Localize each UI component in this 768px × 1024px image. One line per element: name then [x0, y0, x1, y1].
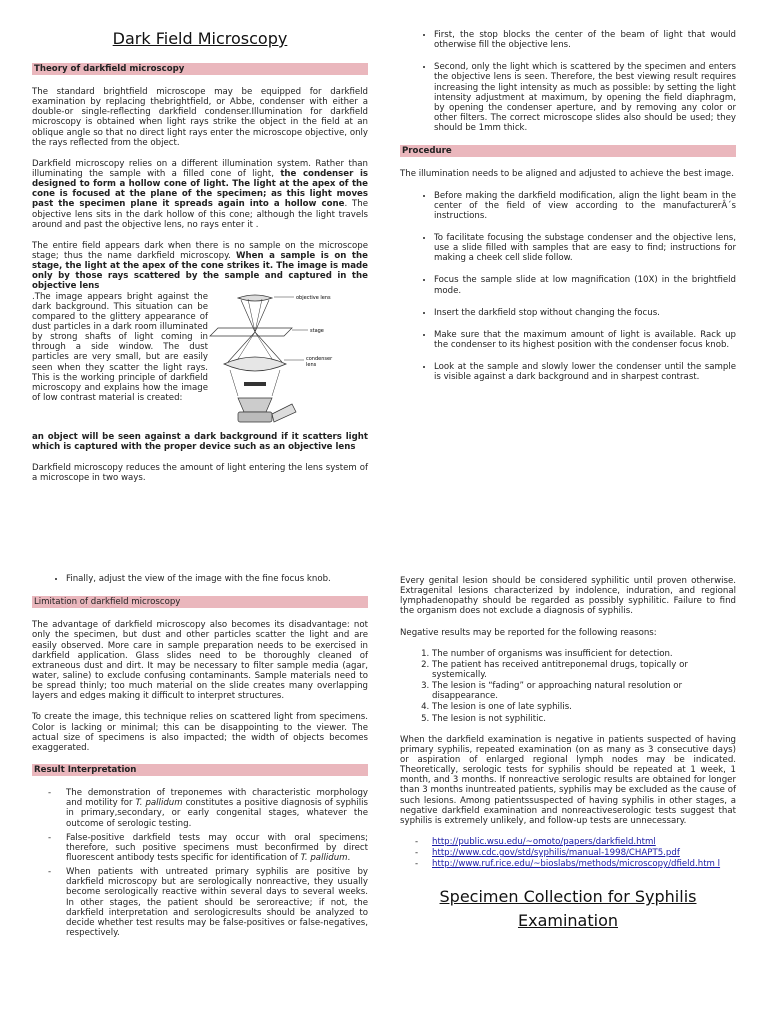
genital-paragraph-1: Every genital lesion should be considered syphilitic until proven otherwise. Extragenital lesions characterized by indolence, induration, and regional lymphadenopathy should be regarded as possibly syphilitic. Failure to find the organism does not exclude a diagnosis of syphilis.	[400, 576, 736, 617]
theory-paragraph-3-intro: The entire field appears dark when there is no sample on the microscope stage; thus the name darkfield microscopy. When a sample is on the stage, the light at the apex of the cone strikes it. The image is made only by those rays scattered by the sample and captured in the objective lens	[32, 240, 368, 292]
list-item	[432, 859, 736, 869]
figure-wrap	[32, 292, 368, 432]
label-stage: stage	[310, 327, 324, 334]
section-heading-theory: Theory of darkfield microscopy	[32, 63, 368, 75]
limitation-paragraph-2: To create the image, this technique relies on scattered light from specimens. Color is lacking or minimal; this can be disappointing to the viewer. The actual size of specimens is also impacted; the width of objects becomes exaggerated.	[32, 712, 368, 753]
page-title: Dark Field Microscopy	[112, 29, 288, 48]
reference-link-3[interactable]: http://www.ruf.rice.edu/~bioslabs/methods/microscopy/dfield.htm l	[432, 859, 721, 870]
limitation-paragraph-1: The advantage of darkfield microscopy also becomes its disadvantage: not only the specimen, but dust and other particles scatter the light and are easily observed. More care in sample preparation needs to be exercised in darkfield application. Glass slides need to be thoroughly cleaned of extraneous dust and dirt. It may be necessary to filter sample media (agar, water, saline) to exclude confusing contaminants. Sample materials need to be spread thinly; too much material on the slide creates many overlapping layers and edges making it difficult to interpret structures.	[32, 620, 368, 702]
section-heading-limitation: Limitation of darkfield microscopy	[32, 596, 368, 608]
list-item: 4. The lesion is one of late syphilis.	[432, 702, 736, 712]
ways-list	[400, 30, 736, 133]
darkfield-diagram-svg	[208, 292, 368, 432]
list-item: • Focus the sample slide at low magnification (10X) in the brightfield mode.	[434, 275, 736, 295]
column-top-right	[400, 30, 736, 394]
list-item: - The demonstration of treponemes with characteristic morphology and motility for T. pallidum constitutes a positive diagnosis of syphilis in primary,secondary, or early congenital stages, whatever the outcome of serologic testing.	[66, 788, 368, 829]
list-item: • To facilitate focusing the substage condenser and the objective lens, use a slide filled with samples that are easy to find; instructions for making a cheek cell slide follow.	[434, 233, 736, 263]
list-item: • Second, only the light which is scattered by the specimen and enters the objective lens is seen. Therefore, the best viewing result requires increasing the light intensity as much as possible: by setting the light intensity adjustment at maximum, by opening the field diaphragm, by opening the condenser aperture, and by removing any color or other filters. The correct microscope slides also should be used; they should be 1mm thick.	[434, 62, 736, 133]
list-item: - False-positive darkfield tests may occur with oral specimens; therefore, such positive specimens must beconfirmed by direct fluorescent antibody tests specific for identification of T. pallidum.	[66, 833, 368, 863]
list-item: • Before making the darkfield modification, align the light beam in the center of the field of view according to the manufacturerÂ´s instructions.	[434, 191, 736, 221]
list-item	[432, 837, 736, 847]
list-item: • First, the stop blocks the center of the beam of light that would otherwise fill the objective lens.	[434, 30, 736, 50]
list-item: 2. The patient has received antitreponemal drugs, topically or systemically.	[432, 660, 736, 680]
list-item: 1. The number of organisms was insufficient for detection.	[432, 649, 736, 659]
list-item	[432, 848, 736, 858]
reference-links	[400, 837, 736, 869]
column-bottom-left	[32, 574, 368, 942]
darkfield-diagram	[208, 292, 368, 432]
genital-paragraph-3: When the darkfield examination is negative in patients suspected of having primary syphilis, repeated examination (on as many as 3 consecutive days) or aspiration of enlarged regional lymph nodes may be indicated. Theoretically, serologic tests for syphilis should be repeated at 1 week, 1 month, and 3 months. If nonreactive serologic results are obtained for longer than 3 months inuntreated patients, syphilis may be excluded as the cause of such lesions. Among patientssuspected of having syphilis in other stages, a negative darkfield examination and nonreactiveserologic tests suggest that syphilis is extremely unlikely, and follow-up tests are unnecessary.	[400, 734, 736, 826]
list-item: 5. The lesion is not syphilitic.	[432, 714, 736, 724]
label-lens: lens	[306, 361, 317, 368]
result-list	[32, 788, 368, 938]
genital-paragraph-2: Negative results may be reported for the following reasons:	[400, 627, 657, 638]
list-item: • Finally, adjust the view of the image with the fine focus knob.	[66, 574, 368, 584]
list-item: - When patients with untreated primary syphilis are positive by darkfield microscopy but are serologically nonreactive, they usually become serologically reactive within several days to several weeks. In other stages, the patient should be seroreactive; if not, the darkfield interpretation and serologicresults should be analyzed to decide whether test results may be false-positives or false-negatives, respectively.	[66, 867, 368, 938]
reference-link-2[interactable]: http://www.cdc.gov/std/syphilis/manual-1998/CHAPT5.pdf	[432, 848, 680, 859]
list-item: 3. The lesion is “fading” or approaching natural resolution or disappearance.	[432, 681, 736, 701]
list-item: • Insert the darkfield stop without changing the focus.	[434, 308, 736, 318]
theory-paragraph-3-bold: an object will be seen against a dark background if it scatters light which is captured with the proper device such as an objective lens	[32, 431, 368, 452]
label-objective-lens: objective lens	[296, 294, 331, 301]
column-bottom-right	[400, 576, 736, 933]
label-condenser: condenser	[306, 355, 333, 362]
section-heading-procedure: Procedure	[400, 145, 736, 157]
theory-paragraph-3-cont: .The image appears bright against the dark background. This situation can be compared to the glittery appearance of dust particles in a dark room illuminated by strong shafts of light coming in through a side window. The dust particles are very small, but are easily seen when they scatter the light rays. This is the working principle of darkfield microscopy and explains how the image of low contrast material is created:	[32, 291, 208, 403]
column-top-left	[32, 30, 368, 494]
section-heading-result: Result Interpretation	[32, 764, 368, 776]
procedure-steps	[400, 191, 736, 383]
list-item: • Look at the sample and slowly lower the condenser until the sample is visible against a dark background and in sharpest contrast.	[434, 362, 736, 382]
theory-paragraph-1: The standard brightfield microscope may be equipped for darkfield examination by replacing thebrightfield, or Abbe, condenser with either a double-or single-reflecting darkfield condenser.Illumination for darkfield microscopy is obtained when light rays strike the object in the field at an oblique angle so that no direct light rays enter the microscope objective, only the rays reflected from the object.	[32, 87, 368, 148]
section-title-specimen-collection: Specimen Collection for Syphilis Examination	[439, 887, 697, 931]
theory-paragraph-4: Darkfield microscopy reduces the amount of light entering the lens system of a microscope in two ways.	[32, 462, 368, 483]
list-item: • Make sure that the maximum amount of light is available. Rack up the condenser to its highest position with the condenser focus knob.	[434, 330, 736, 350]
procedure-intro: The illumination needs to be aligned and adjusted to achieve the best image.	[400, 169, 734, 180]
procedure-final-list	[32, 574, 368, 584]
theory-paragraph-2: Darkfield microscopy relies on a different illumination system. Rather than illuminating the sample with a filled cone of light, the condenser is designed to form a hollow cone of light. The light at the apex of the cone is focused at the plane of the specimen; as this light moves past the specimen plane it spreads again into a hollow cone. The objective lens sits in the dark hollow of this cone; although the light travels around and past the objective lens, no rays enter it .	[32, 158, 369, 230]
reference-link-1[interactable]: http://public.wsu.edu/~omoto/papers/darkfield.html	[432, 836, 656, 847]
negative-reasons-list	[400, 649, 736, 724]
